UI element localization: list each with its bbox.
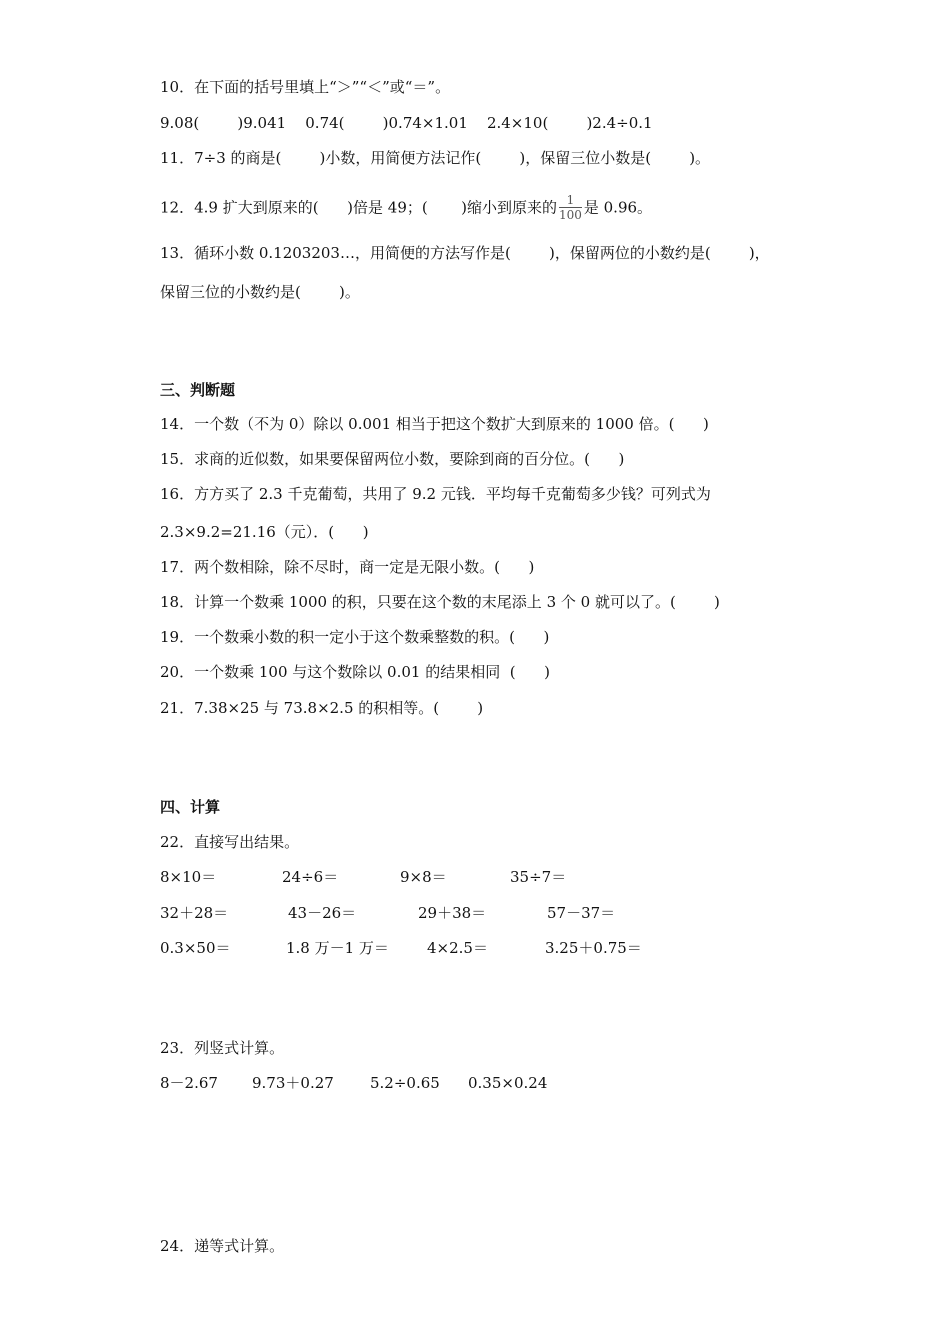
question-22: 22．直接写出结果。 [160,833,300,851]
question-17: 17．两个数相除，除不尽时，商一定是无限小数。( ) [160,558,535,576]
section-4-heading: 四、计算 [160,798,221,816]
question-10-title: 10．在下面的括号里填上“＞”“＜”或“＝”。 [160,78,451,96]
calc-item: 1.8 万－1 万＝ [286,939,389,957]
question-13-line1: 13．循环小数 0.1203203…，用简便的方法写作是( )，保留两位的小数约是( )， [160,244,770,262]
calc-item: 9×8＝ [400,868,447,886]
calc-item: 8×10＝ [160,868,217,886]
question-10-items: 9.08( )9.041 0.74( )0.74×1.01 2.4×10( )2.4÷0.1 [160,114,653,132]
question-20: 20．一个数乘 100 与这个数除以 0.01 的结果相同 ( ) [160,663,551,681]
vertical-calc-item: 8－2.67 [160,1074,218,1092]
question-14: 14．一个数（不为 0）除以 0.001 相当于把这个数扩大到原来的 1000 倍。( ) [160,415,709,433]
question-23: 23．列竖式计算。 [160,1039,285,1057]
question-12-after: 是 0.96。 [583,198,653,217]
calc-item: 32＋28＝ [160,904,229,922]
question-12-before: 12．4.9 扩大到原来的( )倍是 49；( )缩小到原来的 [160,198,557,217]
calc-item: 4×2.5＝ [427,939,488,957]
calc-item: 0.3×50＝ [160,939,231,957]
fraction-one-hundredth [559,193,582,222]
calc-item: 29＋38＝ [418,904,487,922]
question-19: 19．一个数乘小数的积一定小于这个数乘整数的积。( ) [160,628,550,646]
question-12 [160,194,652,223]
section-3-heading: 三、判断题 [160,381,236,399]
calc-item: 35÷7＝ [510,868,567,886]
question-15: 15．求商的近似数，如果要保留两位小数，要除到商的百分位。( ) [160,450,625,468]
vertical-calc-item: 9.73＋0.27 [252,1074,334,1092]
question-16-line1: 16．方方买了 2.3 千克葡萄，共用了 9.2 元钱．平均每千克葡萄多少钱？可列式为 [160,485,711,503]
calc-item: 24÷6＝ [282,868,339,886]
question-24: 24．递等式计算。 [160,1237,285,1255]
calc-item: 3.25＋0.75＝ [545,939,642,957]
fraction-numerator: 1 [559,193,582,208]
question-18: 18．计算一个数乘 1000 的积，只要在这个数的末尾添上 3 个 0 就可以了。( ) [160,593,720,611]
fraction-denominator: 100 [558,208,582,222]
question-11: 11．7÷3 的商是( )小数，用简便方法记作( )，保留三位小数是( )。 [160,149,711,167]
question-13-line2: 保留三位的小数约是( )。 [160,283,360,301]
vertical-calc-item: 5.2÷0.65 [370,1074,440,1092]
question-16-line2: 2.3×9.2=21.16（元）．( ) [160,523,369,541]
vertical-calc-item: 0.35×0.24 [468,1074,548,1092]
calc-item: 57－37＝ [547,904,616,922]
calc-item: 43－26＝ [288,904,357,922]
question-21: 21．7.38×25 与 73.8×2.5 的积相等。( ) [160,699,484,717]
